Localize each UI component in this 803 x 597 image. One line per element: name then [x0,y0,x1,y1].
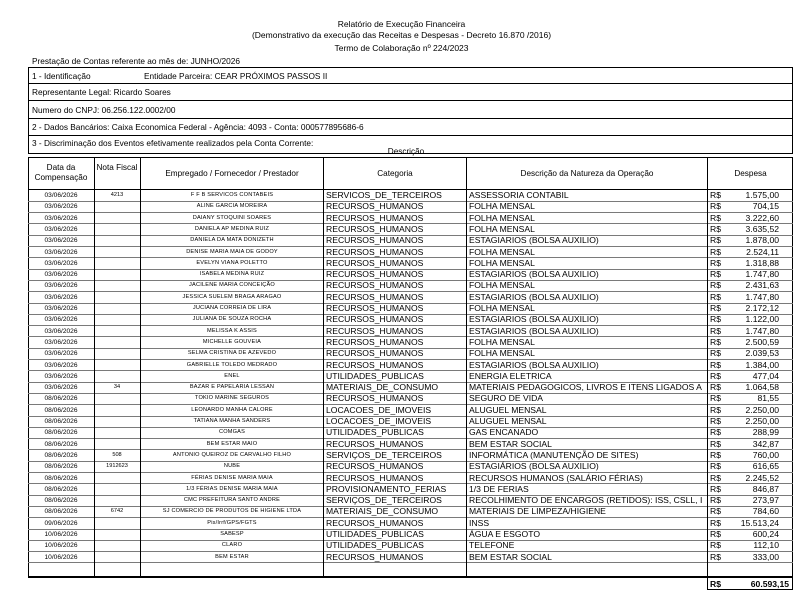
row-category: RECURSOS_HUMANOS [326,348,424,359]
table-row [28,416,793,427]
row-date: 03/06/2026 [44,384,78,392]
row-date: 08/06/2026 [44,440,78,448]
row-category: MATERIAIS_DE_CONSUMO [326,506,439,517]
row-date: 03/06/2026 [44,350,78,358]
row-category: RECURSOS_HUMANOS [326,325,424,336]
row-value: 600,24 [752,529,779,539]
row-emp: SJ COMERCIO DE PRODUTOS DE HIGIENE LTDA [162,508,302,515]
table-row [28,213,793,224]
row-description: INSS [469,517,490,528]
table-row [28,461,793,472]
row-description: 1/3 DE FERIAS [469,483,529,494]
row-emp: JULIANA DE SOUZA ROCHA [192,316,272,323]
row-date: 03/06/2026 [44,192,78,199]
row-description: ESTAGIARIOS (BOLSA AUXILIO) [469,291,599,302]
row-date: 03/06/2026 [44,214,78,222]
row-description: ALUGUEL MENSAL [469,416,547,426]
row-nota: 4213 [110,192,124,198]
row-currency: R$ [710,393,721,404]
row-emp: BEM ESTAR MAIO [206,440,258,447]
row-description: ESTAGIÁRIOS (BOLSA AUXILIO) [469,461,599,472]
table-row [28,235,793,246]
table-row [28,405,793,416]
row-currency: R$ [710,506,721,517]
row-nota: 1912623 [106,463,128,470]
row-description: GAS ENCANADO [469,427,539,438]
row-currency: R$ [710,438,721,449]
table-row [28,495,793,506]
row-date: 10/06/2026 [44,542,78,550]
row-date: 08/06/2026 [44,451,78,459]
row-description: FOLHA MENSAL [469,212,535,223]
row-currency: R$ [710,190,721,200]
col-header-cat: Categoria [377,169,413,178]
row-currency: R$ [710,495,721,506]
row-currency: R$ [710,212,721,223]
row-category: RECURSOS_HUMANOS [326,303,424,313]
row-value: 112,10 [753,540,779,551]
row-value: 1.747,80 [745,325,779,336]
table-row [28,348,793,359]
row-currency: R$ [710,223,721,234]
table-row [28,190,793,201]
row-value: 1.747,80 [745,269,779,280]
row-currency: R$ [710,540,721,551]
row-emp: MELISSA K ASSIS [207,327,257,334]
row-value: 1.747,80 [745,291,779,302]
row-date: 10/06/2026 [44,553,78,561]
table-row [28,314,793,325]
row-date: 03/06/2026 [44,293,78,301]
row-emp: Pis/Irrf/GPS/FGTS [207,519,257,526]
row-category: RECURSOS_HUMANOS [326,201,424,212]
row-value: 1.122,00 [745,314,779,325]
row-currency: R$ [710,416,721,426]
row-value: 616,65 [752,461,779,472]
row-value: 2.039,53 [745,348,779,359]
row-value: 1.878,00 [745,235,779,246]
row-emp: FÉRIAS DENISE MARIA MAIA [191,474,273,481]
row-value: 2.245,52 [745,472,779,483]
row-date: 03/06/2026 [44,282,78,290]
row-category: RECURSOS_HUMANOS [326,336,424,347]
row-value: 704,15 [752,201,779,212]
row-currency: R$ [710,461,721,472]
row-value: 342,87 [752,438,779,449]
row-date: 08/06/2026 [44,508,78,516]
row-nota: 6742 [110,508,124,515]
row-value: 333,00 [752,551,779,562]
row-description: ESTAGIARIOS (BOLSA AUXILIO) [469,269,599,280]
row-value: 846,87 [752,483,779,494]
row-category: RECURSOS_HUMANOS [326,235,424,246]
col-header-nota: Nota Fiscal [96,163,138,172]
row-description: FOLHA MENSAL [469,280,535,291]
row-category: RECURSOS_HUMANOS [326,393,424,404]
row-currency: R$ [710,551,721,562]
row-date: 10/06/2026 [44,531,78,538]
row-date: 03/06/2026 [44,372,78,380]
row-category: PROVISIONAMENTO_FERIAS [326,483,447,494]
row-currency: R$ [710,483,721,494]
table-row [28,427,793,438]
column-divider [466,157,467,577]
row-category: RECURSOS_HUMANOS [326,257,424,268]
row-date: 09/06/2026 [44,519,78,527]
column-divider [140,157,141,577]
row-category: MATERIAIS_DE_CONSUMO [326,382,439,393]
table-row [28,518,793,529]
row-category: LOCACOES_DE_IMOVEIS [326,416,432,426]
row-currency: R$ [710,529,721,539]
row-currency: R$ [710,246,721,257]
row-value: 2.431,63 [745,280,779,291]
row-category: RECURSOS_HUMANOS [326,269,424,280]
row-description: SEGURO DE VIDA [469,393,544,404]
table-row [28,450,793,461]
row-value: 1.384,00 [745,359,779,370]
row-date: 08/06/2026 [44,497,78,505]
row-emp: BEM ESTAR [215,553,249,560]
col-header-val: Despesa [734,169,767,178]
row-date: 03/06/2026 [44,237,78,245]
row-currency: R$ [710,404,721,415]
table-row [28,439,793,450]
table-row [28,382,793,393]
row-nota: 34 [113,384,121,391]
row-emp: F F B SERVICOS CONTABEIS [190,192,274,198]
table-row [28,337,793,348]
row-description: MATERIAIS DE LIMPEZA/HIGIENE [469,506,606,517]
events-title: 3 - Discriminação dos Eventos efetivamente realizados pela Conta Corrente: [32,138,314,148]
row-description: ASSESSORIA CONTABIL [469,190,569,200]
row-emp: SABESP [220,531,244,537]
table-row [28,506,793,517]
row-category: UTILIDADES_PUBLICAS [326,540,424,551]
table-row [28,224,793,235]
row-category: LOCACOES_DE_IMOVEIS [326,404,432,415]
legal-rep: Representante Legal: Ricardo Soares [32,87,171,97]
report-title: Relatório de Execução Financeira [337,19,466,29]
row-category: RECURSOS_HUMANOS [326,246,424,257]
row-nota: 508 [112,451,122,458]
row-currency: R$ [710,325,721,336]
row-description: FOLHA MENSAL [469,223,535,234]
row-value: 1.318,88 [745,257,779,268]
row-category: RECURSOS_HUMANOS [326,314,424,325]
row-currency: R$ [710,336,721,347]
row-currency: R$ [710,472,721,483]
row-description: FOLHA MENSAL [469,336,535,347]
row-currency: R$ [710,382,721,393]
table-row [28,540,793,551]
row-description: MATERIAIS PEDAGOGICOS, LIVROS E ITENS LIGADOS A [469,382,702,393]
row-separator [28,562,793,563]
row-emp: DANIELA DA MATA DONIZETH [190,237,274,244]
table-row [28,303,793,314]
row-currency: R$ [710,303,721,313]
table-row [28,258,793,269]
table-row [28,484,793,495]
col-header-date: Data da Compensação [34,163,88,182]
table-row [28,371,793,382]
row-category: RECURSOS_HUMANOS [326,551,424,562]
row-currency: R$ [710,291,721,302]
row-date: 03/06/2026 [44,203,78,211]
row-emp: JESSICA SUELEM BRAGA ARAGAO [182,293,282,300]
row-category: UTILIDADES_PUBLICAS [326,529,424,539]
column-divider [323,157,324,577]
row-emp: GABRIELLE TOLEDO MEDRADO [186,361,278,368]
table-row [28,269,793,280]
row-date: 03/06/2026 [44,327,78,335]
row-emp: LEONARDO MANHA CALORE [191,406,273,413]
table-row [28,280,793,291]
row-description: FOLHA MENSAL [469,303,535,313]
row-description: ESTAGIARIOS (BOLSA AUXILIO) [469,359,599,370]
row-date: 08/06/2026 [44,463,78,471]
row-description: BEM ESTAR SOCIAL [469,438,552,449]
row-description: ENERGIA ELETRICA [469,370,552,381]
row-emp: ENEL [224,372,240,379]
row-value: 2.524,11 [746,246,779,257]
total-currency: R$ [710,579,721,589]
row-description: INFORMÁTICA (MANUTENÇÃO DE SITES) [469,449,639,460]
row-emp: DENISE MARIA MAIA DE GODOY [186,248,278,255]
group-header: Descrição [387,147,425,156]
table-row [28,529,793,540]
term-number: Termo de Colaboração nº 224/2023 [334,43,469,53]
row-emp: 1/3 FÉRIAS DENISE MARIA MAIA [186,485,278,492]
row-date: 08/06/2026 [44,418,78,425]
row-date: 08/06/2026 [44,485,78,493]
row-description: FOLHA MENSAL [469,348,535,359]
row-value: 273,97 [752,495,779,506]
row-category: RECURSOS_HUMANOS [326,291,424,302]
row-emp: ANTONIO QUEIROZ DE CARVALHO FILHO [172,451,292,458]
row-emp: DAIANY STOQUINI SOARES [192,214,272,221]
row-description: FOLHA MENSAL [469,201,535,212]
row-emp: EVELYN VIANA POLETTO [196,259,268,266]
row-date: 03/06/2026 [44,338,78,346]
row-value: 81,55 [757,393,779,404]
row-date: 03/06/2026 [44,248,78,256]
row-emp: ALINE GARCIA MOREIRA [196,203,268,210]
row-date: 08/06/2026 [44,395,78,403]
col-header-desc: Descrição da Natureza da Operação [520,169,654,178]
row-value: 2.172,12 [745,303,779,313]
row-currency: R$ [710,269,721,280]
row-currency: R$ [710,348,721,359]
identification-label: 1 - Identificação [32,71,91,81]
row-currency: R$ [710,517,721,528]
row-category: SERVICOS_DE_TERCEIROS [326,190,442,200]
row-value: 3.635,52 [745,223,779,234]
row-emp: NUBE [223,463,241,470]
report-subtitle: (Demonstrativo da execução das Receitas e Despesas - Decreto 16.870 /2016) [251,30,552,40]
row-value: 15.513,24 [740,517,779,528]
table-row [28,326,793,337]
row-currency: R$ [710,280,721,291]
row-emp: CLARO [221,542,243,549]
row-value: 2.500,59 [745,336,779,347]
row-currency: R$ [710,257,721,268]
row-date: 03/06/2026 [44,305,78,312]
row-category: RECURSOS_HUMANOS [326,359,424,370]
row-emp: CMC PREFEITURA SANTO ANDRE [183,497,281,504]
row-value: 3.222,60 [745,212,779,223]
row-value: 2.250,00 [745,416,779,426]
row-emp: ISABELA MEDINA RUIZ [199,271,265,278]
row-emp: JACILENE MARIA CONCEIÇÃO [189,282,275,289]
column-divider [94,157,95,577]
table-row [28,292,793,303]
row-category: RECURSOS_HUMANOS [326,438,424,449]
row-value: 2.250,00 [745,404,779,415]
period-line: Prestação de Contas referente ao mês de: JUNHO/2026 [32,56,240,66]
row-category: RECURSOS_HUMANOS [326,461,424,472]
row-date: 03/06/2026 [44,271,78,279]
column-divider [707,157,708,577]
row-description: RECURSOS HUMANOS (SALÁRIO FÉRIAS) [469,472,643,483]
row-value: 784,60 [752,506,779,517]
row-currency: R$ [710,359,721,370]
row-description: RECOLHIMENTO DE ENCARGOS (RETIDOS): ISS, CSLL, I [469,495,703,506]
table-row [28,552,793,563]
total-value: 60.593,15 [750,579,789,589]
bank-data: 2 - Dados Bancários: Caixa Economica Federal - Agência: 4093 - Conta: 000577895686-6 [32,122,364,132]
table-row [28,201,793,212]
row-description: ESTAGIARIOS (BOLSA AUXILIO) [469,314,599,325]
row-currency: R$ [710,235,721,246]
row-category: UTILIDADES_PUBLICAS [326,427,424,438]
row-emp: COMGAS [218,429,246,436]
row-emp: JUCIANA CORREIA DE LIRA [192,305,272,311]
table-row [28,247,793,258]
row-description: ESTAGIARIOS (BOLSA AUXILIO) [469,325,599,336]
row-category: SERVIÇOS_DE_TERCEIROS [326,449,442,460]
row-currency: R$ [710,427,721,438]
table-row [28,393,793,404]
row-emp: BAZAR E PAPELARIA LESSAN [189,384,275,391]
row-emp: SELMA CRISTINA DE AZEVEDO [187,350,277,357]
row-category: RECURSOS_HUMANOS [326,212,424,223]
table-row [28,473,793,484]
table-row [28,360,793,371]
row-description: FOLHA MENSAL [469,246,535,257]
row-description: ALUGUEL MENSAL [469,404,547,415]
row-currency: R$ [710,449,721,460]
col-header-emp: Empregado / Fornecedor / Prestador [165,169,299,178]
row-value: 477,04 [752,370,779,381]
row-date: 03/06/2026 [44,316,78,324]
row-value: 288,99 [752,427,779,438]
row-description: FOLHA MENSAL [469,257,535,268]
row-category: RECURSOS_HUMANOS [326,472,424,483]
row-description: ESTAGIARIOS (BOLSA AUXILIO) [469,235,599,246]
row-date: 08/06/2026 [44,406,78,414]
cnpj: Numero do CNPJ: 06.256.122.0002/00 [32,105,176,115]
row-emp: TOKIO MARINE SEGUROS [194,395,270,402]
row-date: 03/06/2026 [44,225,78,233]
row-description: BEM ESTAR SOCIAL [469,551,552,562]
row-date: 03/06/2026 [44,361,78,369]
row-category: RECURSOS_HUMANOS [326,223,424,234]
row-currency: R$ [710,370,721,381]
row-emp: TATIANA MANHA SANDERS [193,418,271,424]
row-category: UTILIDADES_PUBLICAS [326,370,424,381]
row-date: 08/06/2026 [44,429,78,437]
row-description: ÁGUA E ESGOTO [469,529,540,539]
row-description: TELEFONE [469,540,515,551]
row-category: SERVIÇOS_DE_TERCEIROS [326,495,442,506]
row-emp: DANIELA AP MEDINA RUIZ [194,225,270,232]
row-category: RECURSOS_HUMANOS [326,517,424,528]
row-emp: MICHELLE GOUVEIA [202,338,262,345]
row-category: RECURSOS_HUMANOS [326,280,424,291]
row-date: 03/06/2026 [44,259,78,267]
row-value: 1.575,00 [745,190,779,200]
row-currency: R$ [710,314,721,325]
entity-name: Entidade Parceira: CEAR PRÓXIMOS PASSOS II [144,71,328,81]
row-currency: R$ [710,201,721,212]
row-value: 1.064,58 [745,382,779,393]
row-date: 08/06/2026 [44,474,78,482]
row-value: 760,00 [752,449,779,460]
